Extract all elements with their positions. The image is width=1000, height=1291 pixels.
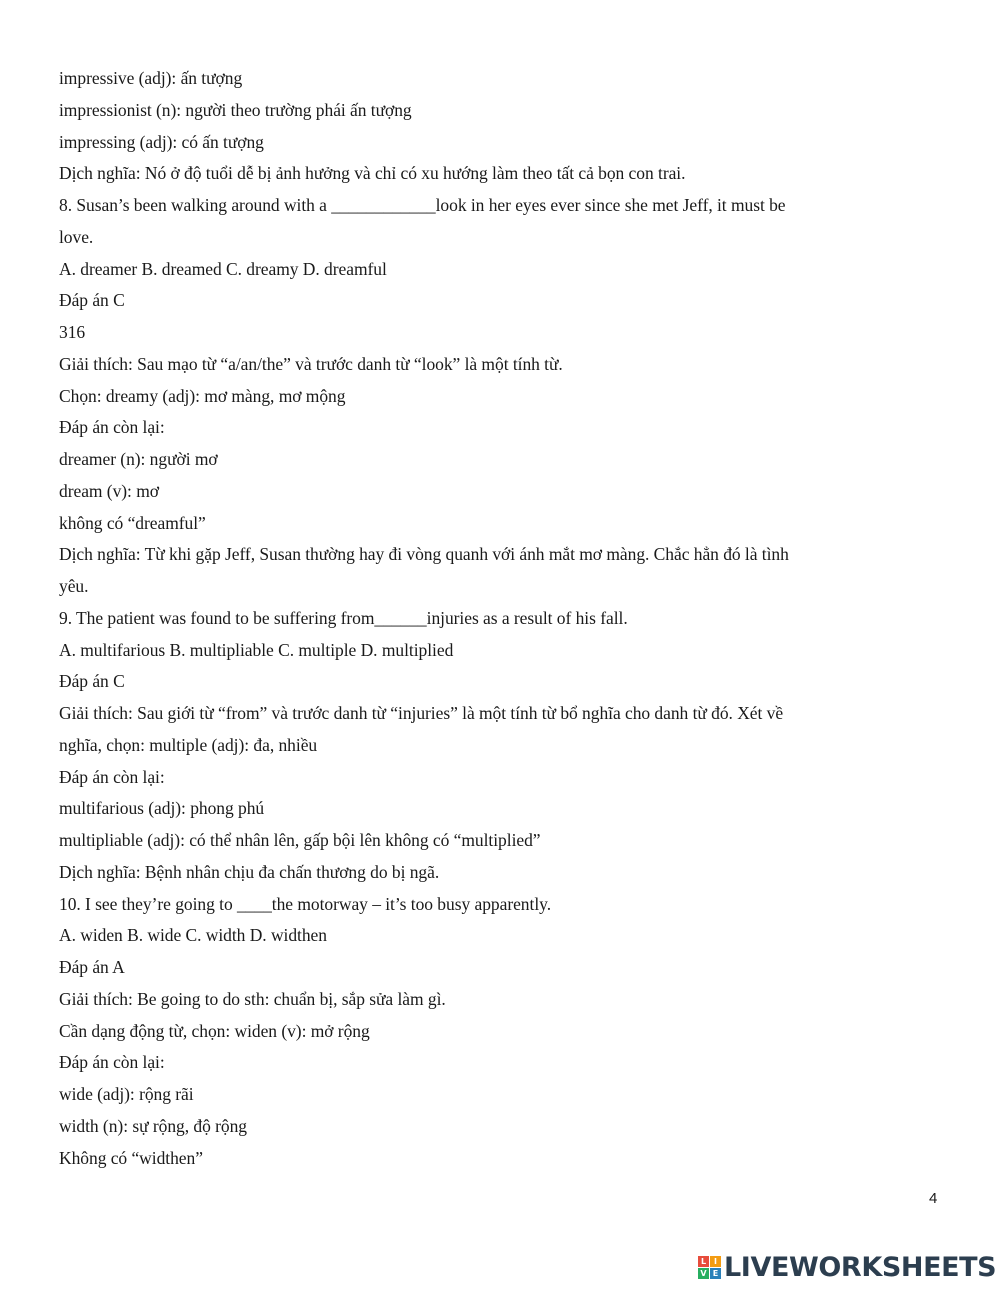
text-line: multipliable (adj): có thể nhân lên, gấp bội lên không có “multiplied” [59, 830, 541, 850]
text-line: width (n): sự rộng, độ rộng [59, 1115, 247, 1136]
logo-tile-l: L [698, 1256, 709, 1267]
text-line: Đáp án C [59, 290, 125, 311]
text-line: không có “dreamful” [59, 512, 206, 533]
text-line: Đáp án còn lại: [59, 1052, 165, 1073]
text-line: Cần dạng động từ, chọn: widen (v): mở rộng [59, 1020, 370, 1041]
logo-tile-e: E [710, 1268, 721, 1279]
text-line: impressionist (n): người theo trường phái ấn tượng [59, 99, 412, 120]
text-line: 8. Susan’s been walking around with a ____________look in her eyes ever since she met Jeff, it must be [59, 195, 786, 215]
text-line: dreamer (n): người mơ [59, 449, 218, 469]
text-line: Không có “widthen” [59, 1147, 203, 1168]
logo-tile-i: I [710, 1256, 721, 1267]
text-line: impressive (adj): ấn tượng [59, 68, 243, 88]
liveworksheets-brand[interactable] [698, 1252, 996, 1283]
text-line: Giải thích: Sau giới từ “from” và trước danh từ “injuries” là một tính từ bổ nghĩa cho danh từ đó. Xét về [59, 703, 784, 723]
text-line: Dịch nghĩa: Bệnh nhân chịu đa chấn thương do bị ngã. [59, 861, 440, 882]
text-line: yêu. [59, 576, 89, 596]
text-line: A. widen B. wide C. width D. widthen [59, 925, 327, 946]
text-line: 9. The patient was found to be suffering from______injuries as a result of his fall. [59, 607, 628, 628]
text-line: Đáp án còn lại: [59, 766, 165, 787]
page-content [59, 63, 939, 1174]
text-line: Dịch nghĩa: Nó ở độ tuổi dễ bị ảnh hưởng và chỉ có xu hướng làm theo tất cả bọn con trai. [59, 163, 686, 184]
text-line: impressing (adj): có ấn tượng [59, 131, 264, 152]
page-number: 4 [929, 1190, 938, 1207]
liveworksheets-logo-icon [698, 1256, 721, 1279]
text-line: Dịch nghĩa: Từ khi gặp Jeff, Susan thường hay đi vòng quanh với ánh mắt mơ màng. Chắc hẳn đó là tình [59, 544, 789, 565]
text-line: love. [59, 226, 94, 247]
text-line: dream (v): mơ [59, 480, 159, 501]
text-line: wide (adj): rộng rãi [59, 1084, 194, 1104]
text-line: Đáp án C [59, 671, 125, 692]
text-line: Đáp án còn lại: [59, 417, 165, 438]
logo-tile-v: V [698, 1268, 709, 1279]
text-line: Chọn: dreamy (adj): mơ màng, mơ mộng [59, 385, 346, 406]
text-line: Đáp án A [59, 957, 125, 977]
text-line: 10. I see they’re going to ____the motorway – it’s too busy apparently. [59, 893, 552, 914]
brand-name: LIVEWORKSHEETS [724, 1252, 997, 1283]
text-line: nghĩa, chọn: multiple (adj): đa, nhiều [59, 734, 318, 755]
text-line: Giải thích: Be going to do sth: chuẩn bị, sắp sửa làm gì. [59, 988, 446, 1009]
text-line: A. multifarious B. multipliable C. multiple D. multiplied [59, 639, 454, 660]
text-line: multifarious (adj): phong phú [59, 798, 265, 819]
text-line: A. dreamer B. dreamed C. dreamy D. dreamful [59, 258, 387, 279]
text-line: Giải thích: Sau mạo từ “a/an/the” và trước danh từ “look” là một tính từ. [59, 353, 563, 374]
text-line: 316 [59, 322, 86, 342]
